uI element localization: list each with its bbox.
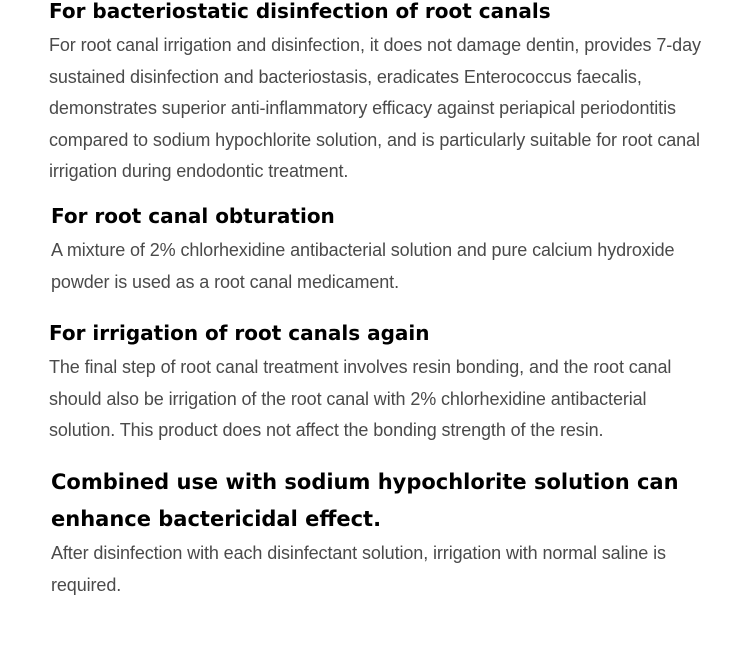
section-body: After disinfection with each disinfectant solution, irrigation with normal saline is required. [51, 543, 666, 595]
section-body: For root canal irrigation and disinfection, it does not damage dentin, provides 7-day sustained disinfection and bacteriostasis, eradicates Enterococcus faecalis, demonstrates superior anti-inflammatory efficacy against periapical periodontitis compared to sodium hypochlorite solution, and is particularly suitable for root canal irrigation during endodontic treatment. [49, 35, 701, 181]
section-heading: For irrigation of root canals again [49, 321, 430, 345]
section-heading: For root canal obturation [51, 204, 335, 228]
section-heading: For bacteriostatic disinfection of root canals [49, 0, 551, 23]
section-heading: Combined use with sodium hypochlorite solution can enhance bactericidal effect. [51, 470, 679, 531]
section-body: A mixture of 2% chlorhexidine antibacterial solution and pure calcium hydroxide powder is used as a root canal medicament. [51, 240, 675, 292]
section-body: The final step of root canal treatment involves resin bonding, and the root canal should also be irrigation of the root canal with 2% chlorhexidine antibacterial solution. This product does not affect the bonding strength of the resin. [49, 357, 672, 440]
